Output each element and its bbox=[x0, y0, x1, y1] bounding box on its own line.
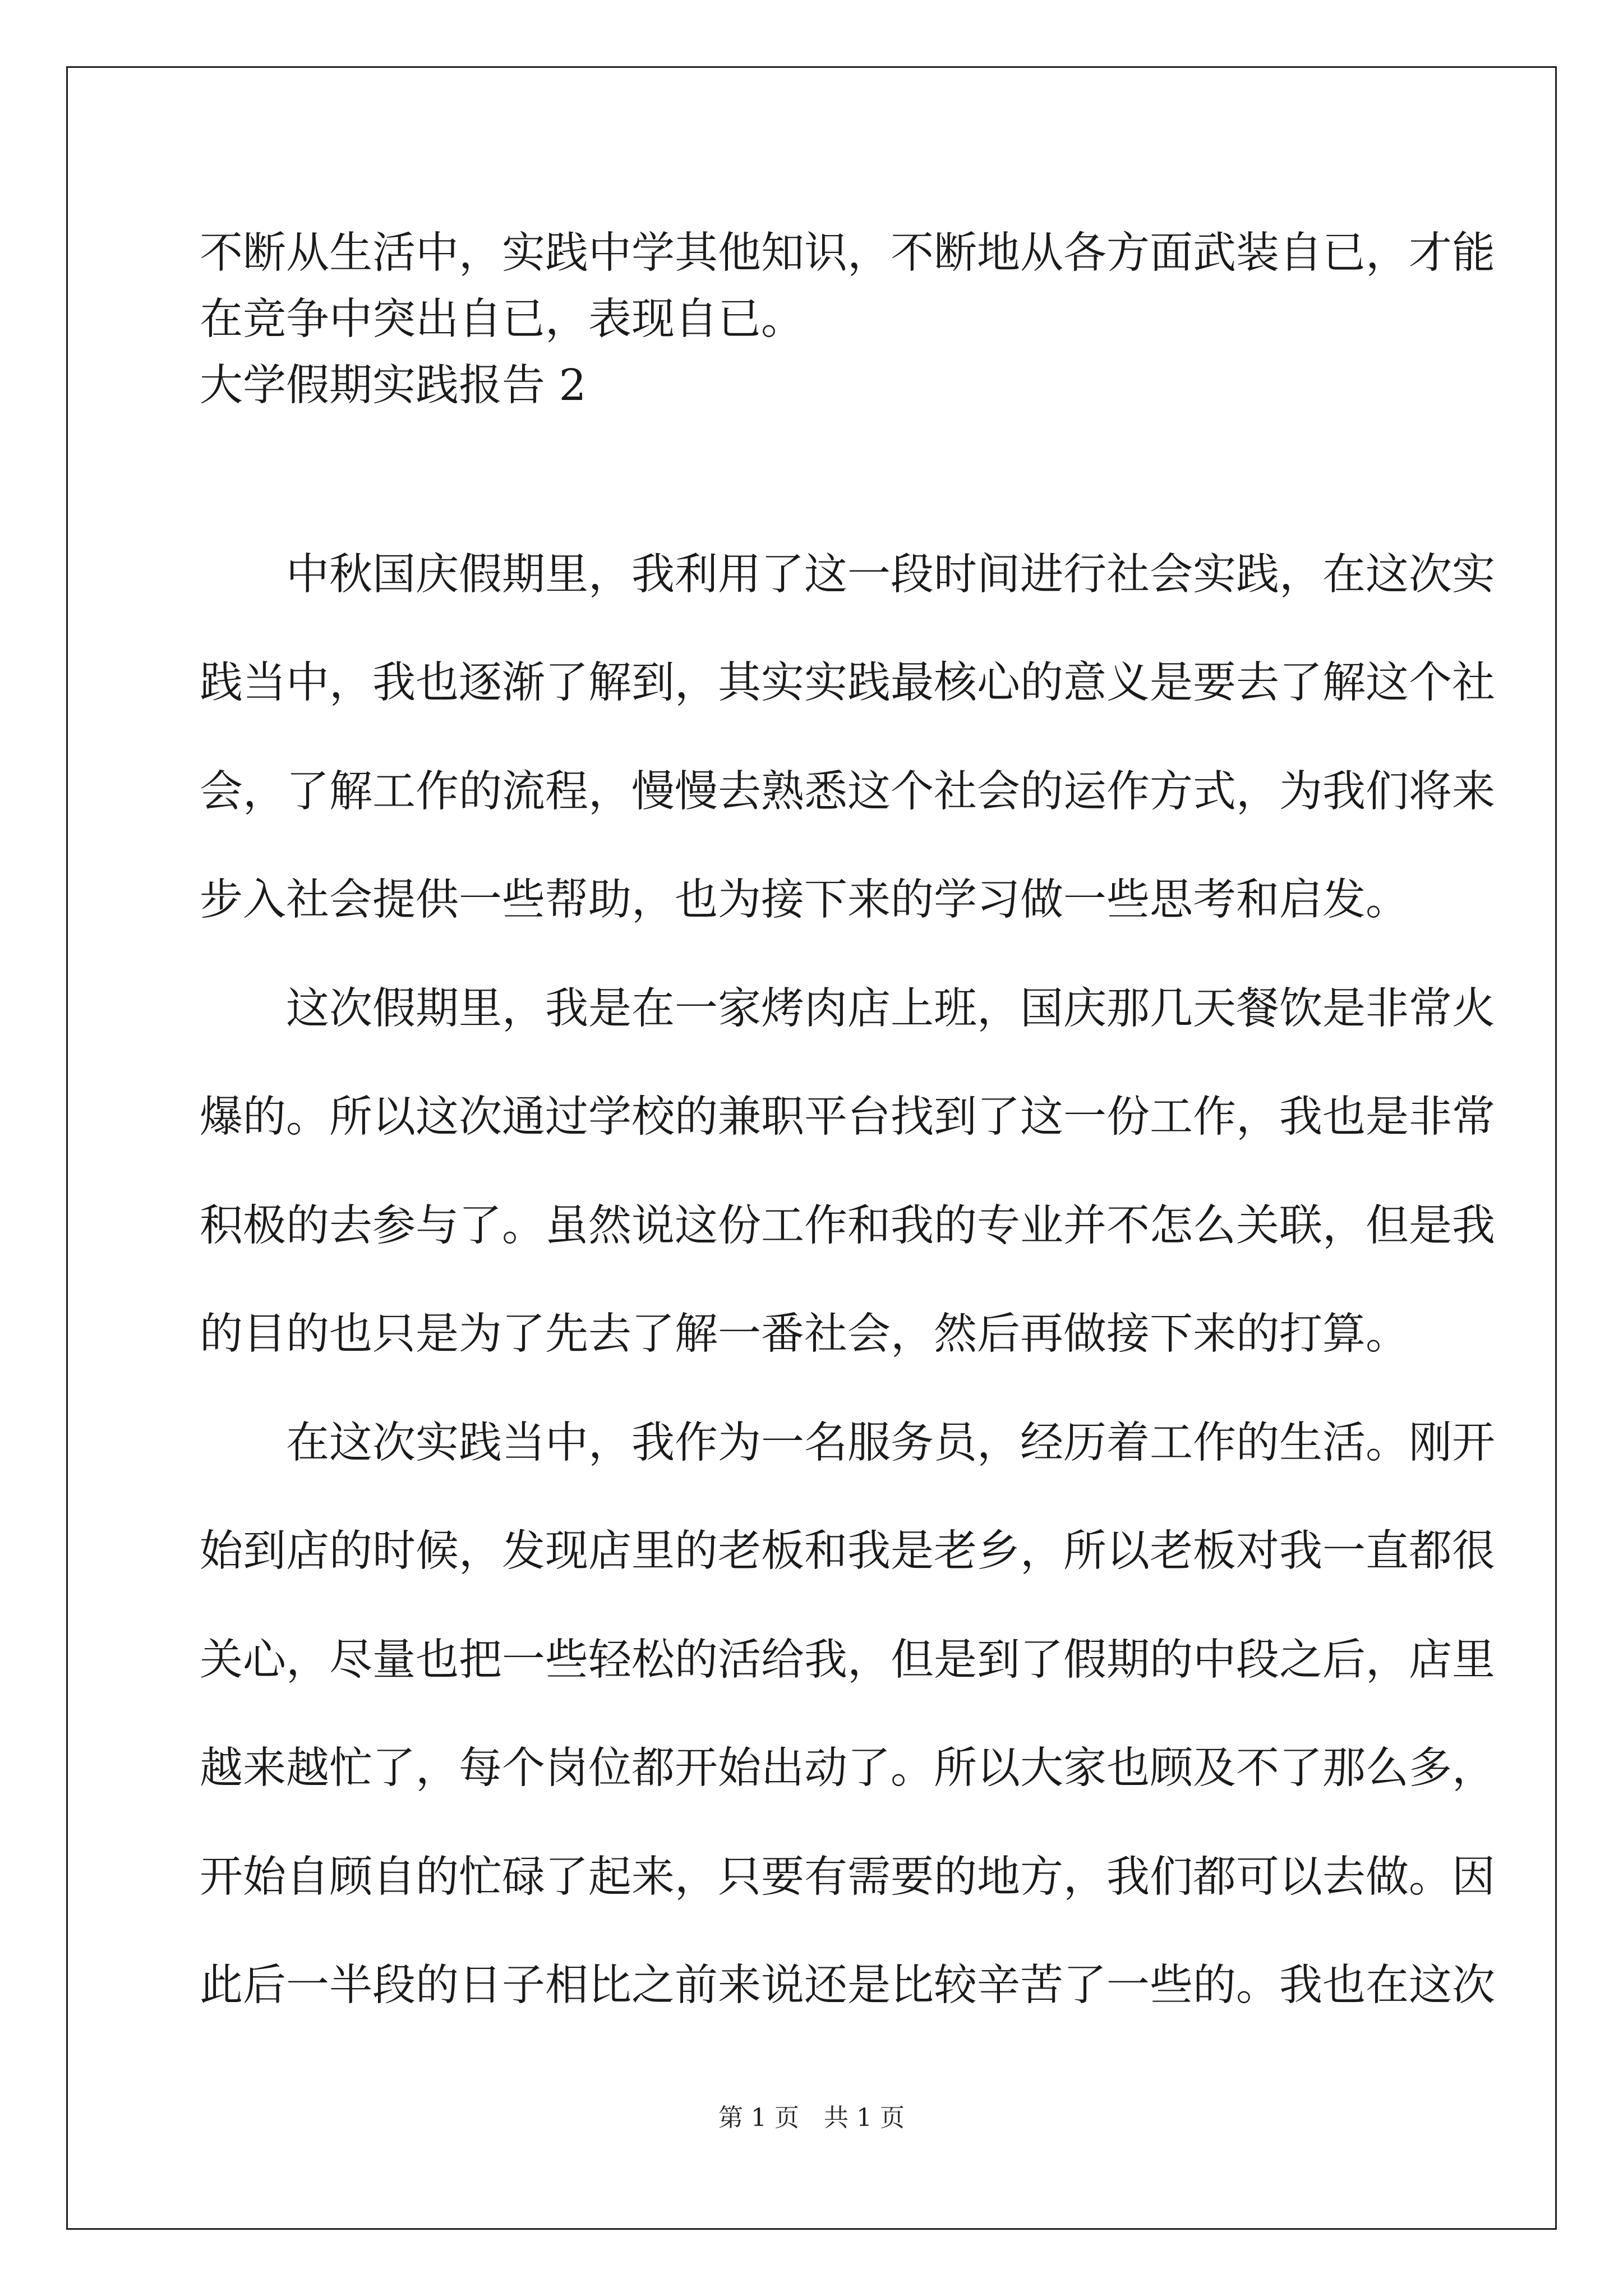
text-line: 步入社会提供一些帮助，也为接下来的学习做一些思考和启发。 bbox=[200, 875, 1409, 925]
text-line: 积极的去参与了。虽然说这份工作和我的专业并不怎么关联，但是我 bbox=[200, 1201, 1495, 1251]
text-line: 会，了解工作的流程，慢慢去熟悉这个社会的运作方式，为我们将来 bbox=[200, 767, 1495, 817]
text-line: 越来越忙了，每个岗位都开始出动了。所以大家也顾及不了那么多， bbox=[200, 1743, 1495, 1793]
text-line: 爆的。所以这次通过学校的兼职平台找到了这一份工作，我也是非常 bbox=[200, 1092, 1495, 1142]
text-line: 的目的也只是为了先去了解一番社会，然后再做接下来的打算。 bbox=[200, 1309, 1409, 1359]
section-heading: 大学假期实践报告 2 bbox=[200, 361, 587, 411]
text-line: 此后一半段的日子相比之前来说还是比较辛苦了一些的。我也在这次 bbox=[200, 1961, 1495, 2010]
text-line: 在这次实践当中，我作为一名服务员，经历着工作的生活。刚开 bbox=[200, 1418, 1495, 1468]
text-line: 在竞争中突出自已，表现自已。 bbox=[200, 295, 804, 344]
text-line: 开始自顾自的忙碌了起来，只要有需要的地方，我们都可以去做。因 bbox=[200, 1852, 1495, 1902]
text-line: 中秋国庆假期里，我利用了这一段时间进行社会实践，在这次实 bbox=[200, 550, 1495, 600]
text-line: 这次假期里，我是在一家烤肉店上班，国庆那几天餐饮是非常火 bbox=[200, 984, 1495, 1034]
text-line: 关心，尽量也把一些轻松的活给我，但是到了假期的中段之后，店里 bbox=[200, 1635, 1495, 1685]
page-number-footer: 第 1 页 共 1 页 bbox=[718, 2104, 905, 2132]
text-line: 始到店的时候，发现店里的老板和我是老乡，所以老板对我一直都很 bbox=[200, 1526, 1495, 1576]
text-line: 不断从生活中，实践中学其他知识，不断地从各方面武装自已，才能 bbox=[200, 228, 1495, 278]
text-line: 践当中，我也逐渐了解到，其实实践最核心的意义是要去了解这个社 bbox=[200, 658, 1495, 708]
